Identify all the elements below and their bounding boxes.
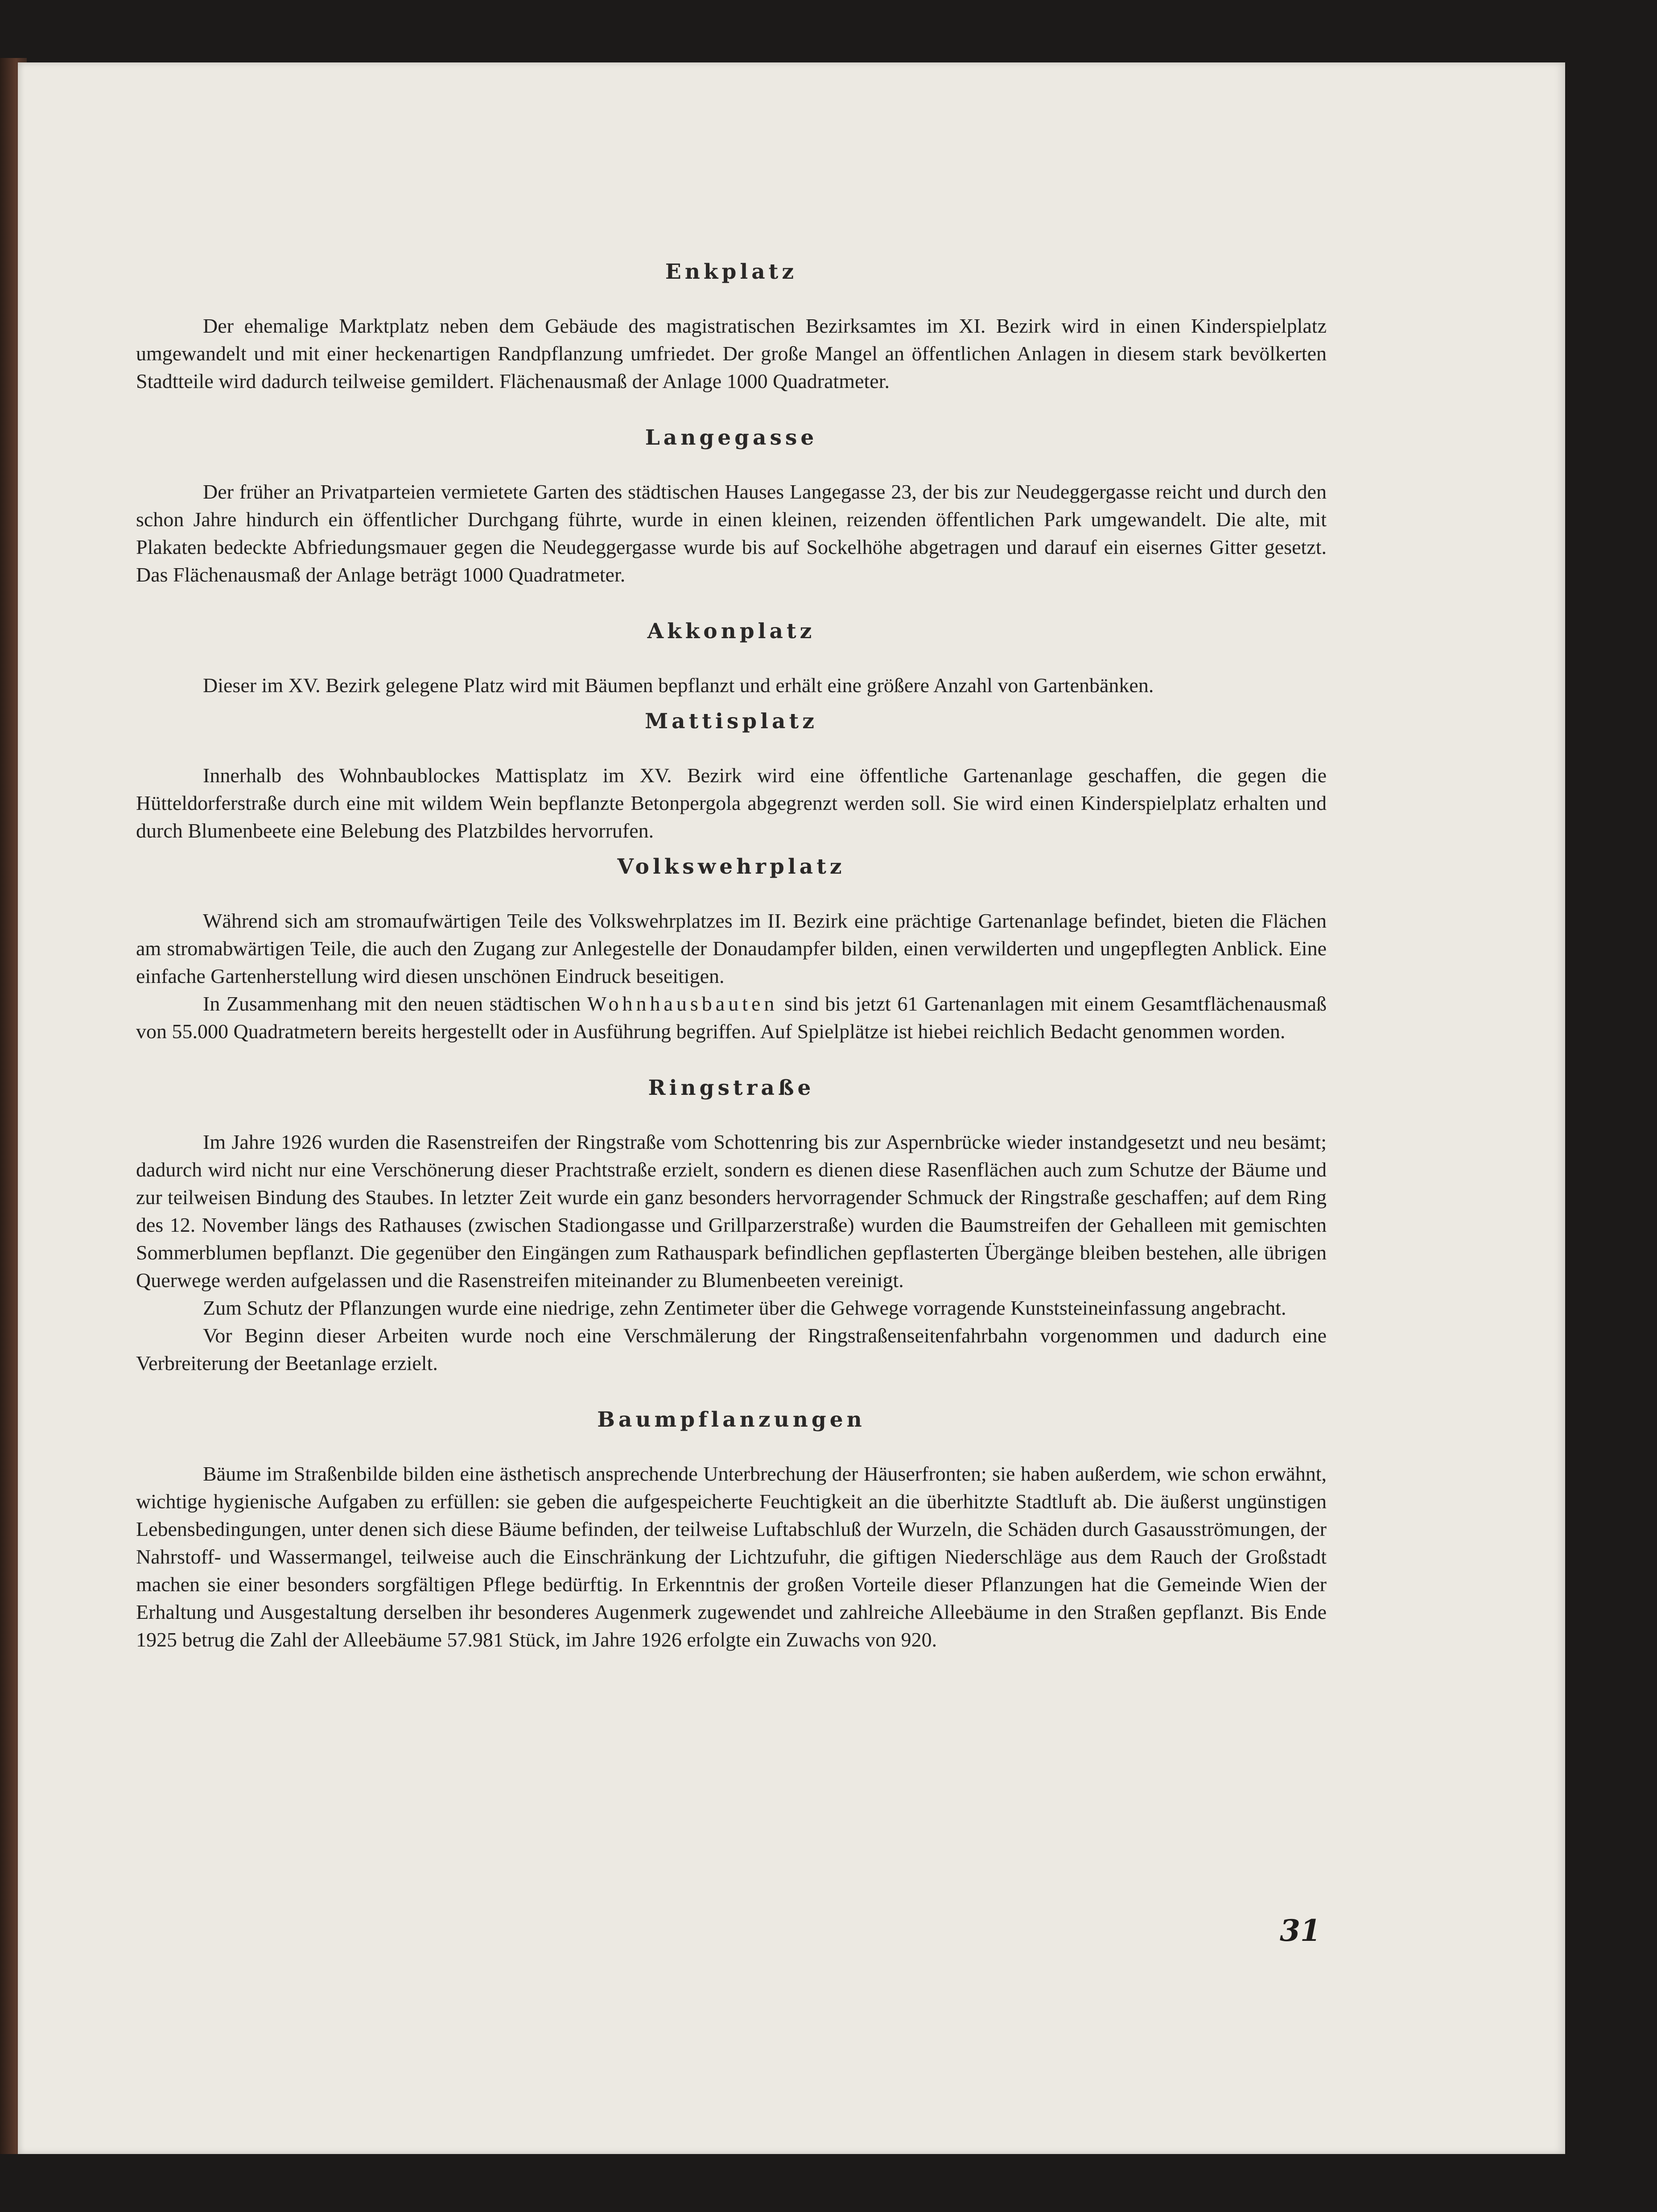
paragraph-text: In Zusammenhang mit den neuen städtischen bbox=[203, 992, 581, 1015]
section-volkswehrplatz bbox=[136, 854, 1327, 1045]
section-enkplatz bbox=[136, 259, 1327, 395]
section-heading: Volkswehrplatz bbox=[617, 854, 845, 879]
page-number: 31 bbox=[1280, 1913, 1321, 1948]
paragraph: Zum Schutz der Pflanzungen wurde eine niedrige, zehn Zentimeter über die Gehwege vorragende Kunststeineinfassung angebracht. bbox=[203, 1296, 1286, 1319]
page-content bbox=[136, 259, 1327, 1654]
section-heading: Mattisplatz bbox=[645, 709, 818, 734]
section-langegasse bbox=[136, 425, 1327, 589]
paragraph: Im Jahre 1926 wurden die Rasenstreifen der Ringstraße vom Schottenring bis zur Aspernbrücke wieder instandgesetzt und neu besämt; dadurch wird nicht nur eine Verschönerung dieser Prachtstraße erzielt, sondern es dienen diese Rasenflächen auch zum Schutze der Bäume und zur teilweisen Bindung des Staubes. In letzter Zeit wurde ein ganz besonders hervorragender Schmuck der Ringstraße geschaffen; auf dem Ring des 12. November längs des Rathauses (zwischen Stadiongasse und Grillparzerstraße) wurden die Baumstreifen der Gehalleen mit gemischten Sommerblumen bepflanzt. Die gegenüber den Eingängen zum Rathauspark befindlichen gepflasterten Übergänge bleiben bestehen, alle übrigen Querwege werden aufgelassen und die Rasenstreifen miteinander zu Blumenbeeten vereinigt. bbox=[136, 1131, 1327, 1292]
section-mattisplatz bbox=[136, 708, 1327, 845]
spaced-emphasis: Wohnhausbauten bbox=[587, 992, 778, 1015]
section-heading: Enkplatz bbox=[665, 260, 798, 284]
paragraph-text: sind bis jetzt 61 Gartenanlagen mit einem Gesamtflächenausmaß von 55.000 Quadratmetern bereits hergestellt oder in Ausführung begriffen. Auf Spielplätze ist hiebei reichlich Bedacht genommen worden. bbox=[136, 992, 1327, 1043]
paragraph: Vor Beginn dieser Arbeiten wurde noch eine Verschmälerung der Ringstraßenseitenfahrbahn vorgenommen und dadurch eine Verbreiterung der Beetanlage erzielt. bbox=[136, 1324, 1327, 1374]
section-heading: Langegasse bbox=[645, 425, 818, 450]
section-ringstrasse bbox=[136, 1075, 1327, 1377]
section-akkonplatz bbox=[136, 618, 1327, 699]
paragraph bbox=[136, 990, 1327, 1045]
paragraph: Dieser im XV. Bezirk gelegene Platz wird mit Bäumen bepflanzt und erhält eine größere Anzahl von Gartenbänken. bbox=[203, 674, 1154, 697]
section-baumpflanzungen bbox=[136, 1407, 1327, 1654]
book-page bbox=[18, 62, 1565, 2154]
section-heading: Baumpflanzungen bbox=[597, 1407, 866, 1432]
section-heading: Akkonplatz bbox=[647, 619, 816, 644]
paragraph: Bäume im Straßenbilde bilden eine ästhetisch ansprechende Unterbrechung der Häuserfronten; sie haben außerdem, wie schon erwähnt, wichtige hygienische Aufgaben zu erfüllen: sie geben die aufgespeicherte Feuchtigkeit an die überhitzte Stadtluft ab. Die äußerst ungünstigen Lebensbedingungen, unter denen sich diese Bäume befinden, der teilweise Luftabschluß der Wurzeln, die Schäden durch Gasausströmungen, der Nahrstoff- und Wassermangel, teilweise auch die Einschränkung der Lichtzufuhr, die giftigen Niederschläge aus dem Rauch der Großstadt machen sie einer besonders sorgfältigen Pflege bedürftig. In Erkenntnis der großen Vorteile dieser Pflanzungen hat die Gemeinde Wien der Erhaltung und Ausgestaltung derselben ihr besonderes Augenmerk zugewendet und zahlreiche Alleebäume in den Straßen gepflanzt. Bis Ende 1925 betrug die Zahl der Alleebäume 57.981 Stück, im Jahre 1926 erfolgte ein Zuwachs von 920. bbox=[136, 1462, 1327, 1651]
paragraph: Innerhalb des Wohnbaublockes Mattisplatz im XV. Bezirk wird eine öffentliche Gartenanlage geschaffen, die gegen die Hütteldorferstraße durch eine mit wildem Wein bepflanzte Betonpergola abgegrenzt werden soll. Sie wird einen Kinderspielplatz erhalten und durch Blumenbeete eine Belebung des Platzbildes hervorrufen. bbox=[136, 764, 1327, 842]
section-heading: Ringstraße bbox=[648, 1076, 815, 1100]
paragraph: Während sich am stromaufwärtigen Teile des Volkswehrplatzes im II. Bezirk eine prächtige Gartenanlage befindet, bieten die Flächen am stromabwärtigen Teile, die auch den Zugang zur Anlegestelle der Donaudampfer bilden, einen verwilderten und ungepflegten Anblick. Eine einfache Gartenherstellung wird diesen unschönen Eindruck beseitigen. bbox=[136, 909, 1327, 987]
paragraph: Der ehemalige Marktplatz neben dem Gebäude des magistratischen Bezirksamtes im XI. Bezirk wird in einen Kinderspielplatz umgewandelt und mit einer heckenartigen Randpflanzung umfriedet. Der große Mangel an öffentlichen Anlagen in diesem stark bevölkerten Stadtteile wird dadurch teilweise gemildert. Flächenausmaß der Anlage 1000 Quadratmeter. bbox=[136, 314, 1327, 392]
paragraph: Der früher an Privatparteien vermietete Garten des städtischen Hauses Langegasse 23, der bis zur Neudeggergasse reicht und durch den schon Jahre hindurch ein öffentlicher Durchgang führte, wurde in einen kleinen, reizenden öffentlichen Park umgewandelt. Die alte, mit Plakaten bedeckte Abfriedungsmauer gegen die Neudeggergasse wurde bis auf Sockelhöhe abgetragen und darauf ein eisernes Gitter gesetzt. Das Flächenausmaß der Anlage beträgt 1000 Quadratmeter. bbox=[136, 480, 1327, 586]
